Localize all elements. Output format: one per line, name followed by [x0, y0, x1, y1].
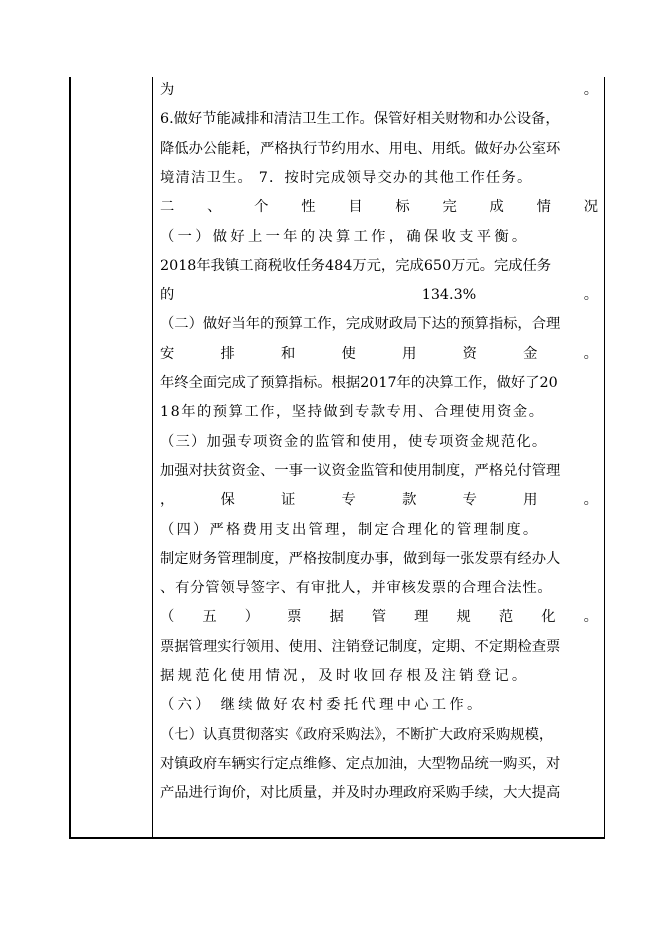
text-char: 使 [341, 345, 356, 362]
text-char: 据 [329, 609, 344, 626]
text-line [160, 194, 598, 220]
text-char: 五 [202, 609, 217, 626]
text-line [160, 282, 598, 308]
text-line [160, 487, 598, 513]
text-line: 票据管理实行领用、使用、注销登记制度，定期、不定期检查票 [160, 638, 561, 655]
text-char: 化 [541, 609, 556, 626]
text-line: （三）加强专项资金的监管和使用，使专项资金规范化。 [160, 433, 548, 450]
text-char: 规 [456, 609, 471, 626]
text-line: （六） 继续做好农村委托代理中心工作。 [160, 697, 485, 714]
text-line: 年终全面完成了预算指标。根据2017年的决算工作，做好了20 [160, 375, 558, 391]
text-char: 资 [462, 345, 477, 362]
text-fragment: 的 [160, 287, 175, 304]
text-char: 管 [371, 609, 387, 626]
text-line: （四）严格费用支出管理，制定合理化的管理制度。 [160, 521, 540, 538]
text-line: 境清洁卫生。 7．按时完成领导交办的其他工作任务。 [160, 169, 533, 186]
text-char: 二 [160, 199, 175, 216]
text-line: 加强对扶贫资金、一事一议资金监管和使用制度，严格兑付管理 [160, 462, 561, 479]
text-char: 个 [254, 199, 269, 216]
text-char: 保 [220, 492, 235, 509]
text-char: 标 [395, 199, 410, 216]
text-char: 安 [160, 345, 175, 362]
text-line [160, 604, 598, 630]
text-char: 专 [341, 492, 356, 509]
text-char: 和 [281, 345, 296, 362]
text-char: 完 [442, 199, 457, 216]
text-char: 。 [583, 345, 598, 362]
text-line: 产品进行询价，对比质量，并及时办理政府采购手续，大大提高 [160, 785, 561, 802]
text-char: 情 [536, 199, 551, 216]
text-char: 金 [523, 345, 538, 362]
text-char: 目 [348, 199, 363, 216]
text-line [160, 341, 598, 367]
text-line: 降低办公能耗，严格执行节约用水、用电、用纸。做好办公室环 [160, 140, 561, 157]
text-char: 况 [583, 199, 598, 216]
text-line: 6.做好节能减排和清洁卫生工作。保管好相关财物和办公设备， [160, 111, 560, 128]
text-char: 专 [462, 492, 477, 509]
text-line: 、有分管领导签字、有审批人，并审核发票的合理合法性。 [160, 580, 553, 597]
table-column-divider [152, 77, 153, 838]
text-line: 18年的预算工作，坚持做到专款专用、合理使用资金。 [160, 404, 545, 421]
text-char: 证 [281, 492, 296, 509]
text-char: 。 [583, 609, 598, 626]
text-char: 成 [489, 199, 504, 216]
text-char: 范 [498, 609, 514, 626]
text-fragment: 。 [583, 82, 598, 98]
text-char: 款 [402, 492, 417, 509]
table-left-border [69, 77, 71, 838]
text-line: （七）认真贯彻落实《政府采购法》，不断扩大政府采购规模， [160, 726, 554, 743]
text-line: 制定财务管理制度，严格按制度办事，做到每一张发票有经办人 [160, 550, 561, 567]
text-line: （一）做好上一年的决算工作，确保收支平衡。 [160, 228, 530, 245]
text-char: ） [244, 609, 260, 626]
text-line: 对镇政府车辆实行定点维修、定点加油，大型物品统一购买，对 [160, 755, 561, 772]
text-char: （ [160, 609, 175, 626]
text-char: 性 [301, 199, 316, 216]
text-line: 据规范化使用情况，及时收回存根及注销登记。 [160, 668, 530, 684]
text-char: 用 [523, 492, 538, 509]
text-line: （二）做好当年的预算工作，完成财政局下达的预算指标，合理 [160, 316, 561, 333]
text-fragment: 134.3% [421, 287, 477, 304]
text-char: 理 [414, 609, 429, 626]
text-char: ， [160, 492, 175, 509]
text-char: 。 [583, 492, 598, 509]
table-bottom-border [69, 837, 605, 839]
table-right-border [604, 77, 605, 838]
text-char: 、 [207, 199, 222, 216]
text-line: 2018年我镇工商税收任务484万元，完成650万元。完成任务 [160, 257, 552, 274]
text-char: 排 [220, 345, 235, 362]
text-line [160, 77, 598, 103]
text-fragment: 为 [160, 82, 175, 98]
text-char: 票 [287, 609, 302, 626]
text-fragment: 。 [583, 287, 598, 304]
text-char: 用 [402, 345, 417, 362]
